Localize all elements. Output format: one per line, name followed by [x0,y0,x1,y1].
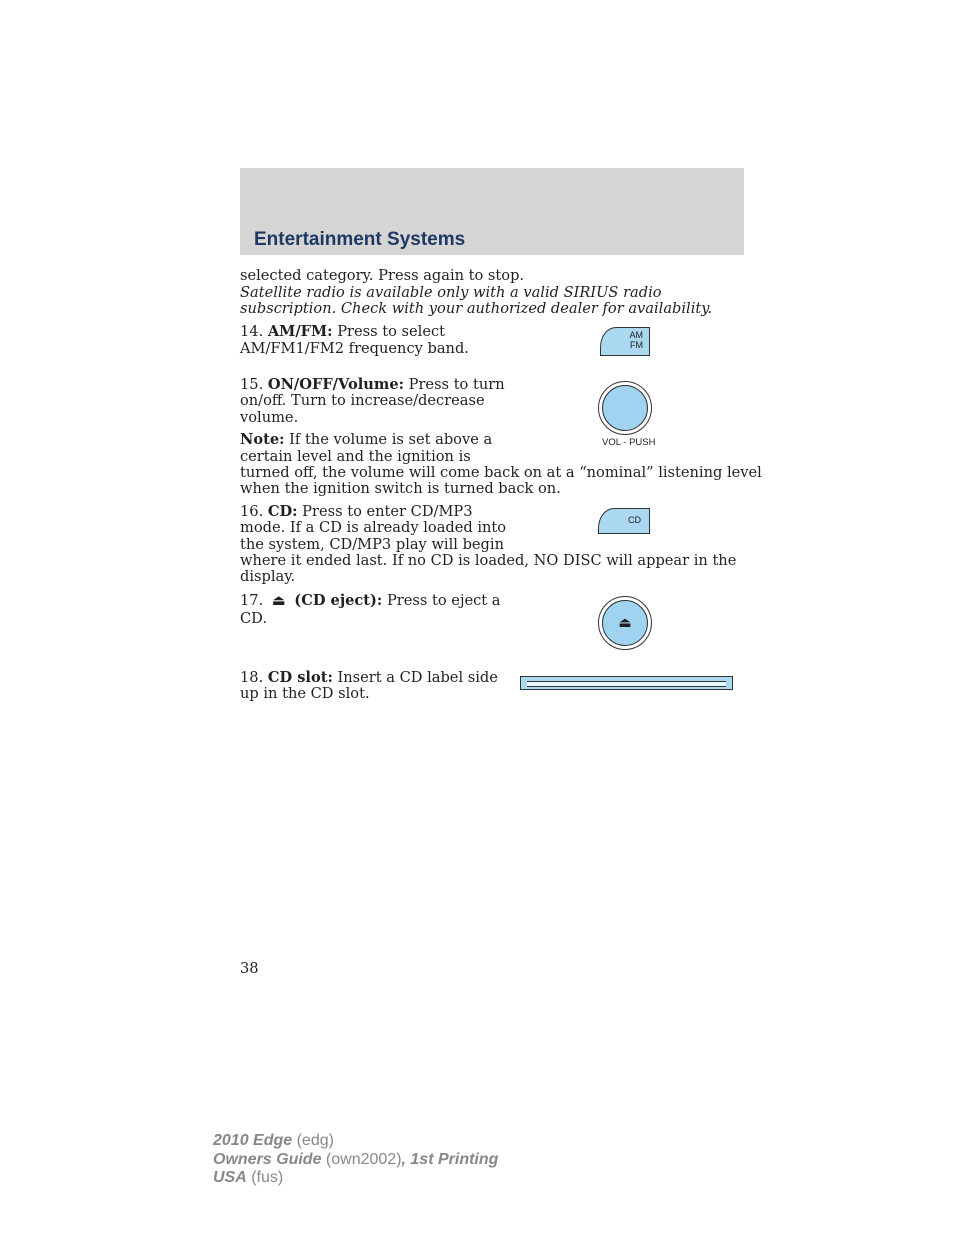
item-amfm-line1: 14. AM/FM: Press to select [240,323,446,340]
eject-knob-icon: ⏏ [602,600,648,646]
page-number: 38 [240,960,259,977]
item-slot-line1: 18. CD slot: Insert a CD label side [240,669,498,686]
item-volume-line1: 15. ON/OFF/Volume: Press to turn [240,376,505,393]
footer-line1: 2010 Edge (edg) [213,1132,334,1149]
slot-term: CD slot: [267,669,333,686]
volume-knob-label: VOL - PUSH [602,437,656,448]
cd-slot-opening [527,681,726,687]
item-eject-line1: 17. ⏏ (CD eject): Press to eject a [240,592,501,609]
item-eject-line2: CD. [240,610,267,627]
item-cd-line2: mode. If a CD is already loaded into [240,519,507,536]
section-header [240,168,744,255]
item-cd-line1: 16. CD: Press to enter CD/MP3 [240,503,473,520]
footer [213,1132,498,1188]
item-volume-line2: on/off. Turn to increase/decrease [240,392,485,409]
satellite-note-line2: subscription. Check with your authorized dealer for availability. [240,300,713,317]
item-cd-line4: where it ended last. If no CD is loaded, NO DISC will appear in the [240,552,737,569]
intro-text: selected category. Press again to stop. [240,267,525,284]
item-amfm-line2: AM/FM1/FM2 frequency band. [240,340,469,357]
satellite-note-line1: Satellite radio is available only with a valid SIRIUS radio [240,284,662,301]
eject-knob-graphic [598,596,652,650]
cd-slot-graphic [520,676,733,690]
item-slot-line2: up in the CD slot. [240,685,370,702]
eject-icon: ⏏ [271,592,286,609]
volume-term: ON/OFF/Volume: [267,376,404,393]
volume-note-line2: certain level and the ignition is [240,448,471,465]
item-cd-line3: the system, CD/MP3 play will begin [240,536,504,553]
section-title: Entertainment Systems [254,229,466,250]
footer-line3: USA (fus) [213,1169,284,1186]
volume-note-line3: turned off, the volume will come back on at a “nominal” listening level [240,464,762,481]
volume-note-line1: Note: If the volume is set above a [240,431,493,448]
footer-line2: Owners Guide (own2002), 1st Printing [213,1150,499,1168]
volume-knob-graphic [598,381,652,435]
volume-note-line4: when the ignition switch is turned back on. [240,480,561,497]
item-volume-line3: volume. [240,409,299,426]
volume-knob-face [602,385,648,431]
cd-term: CD: [267,503,298,520]
item-cd-line5: display. [240,568,296,585]
eject-term: (CD eject): [294,592,383,609]
cd-button-graphic: CD [598,508,650,534]
amfm-term: AM/FM: [267,323,333,340]
amfm-button-graphic: AM FM [600,327,650,356]
